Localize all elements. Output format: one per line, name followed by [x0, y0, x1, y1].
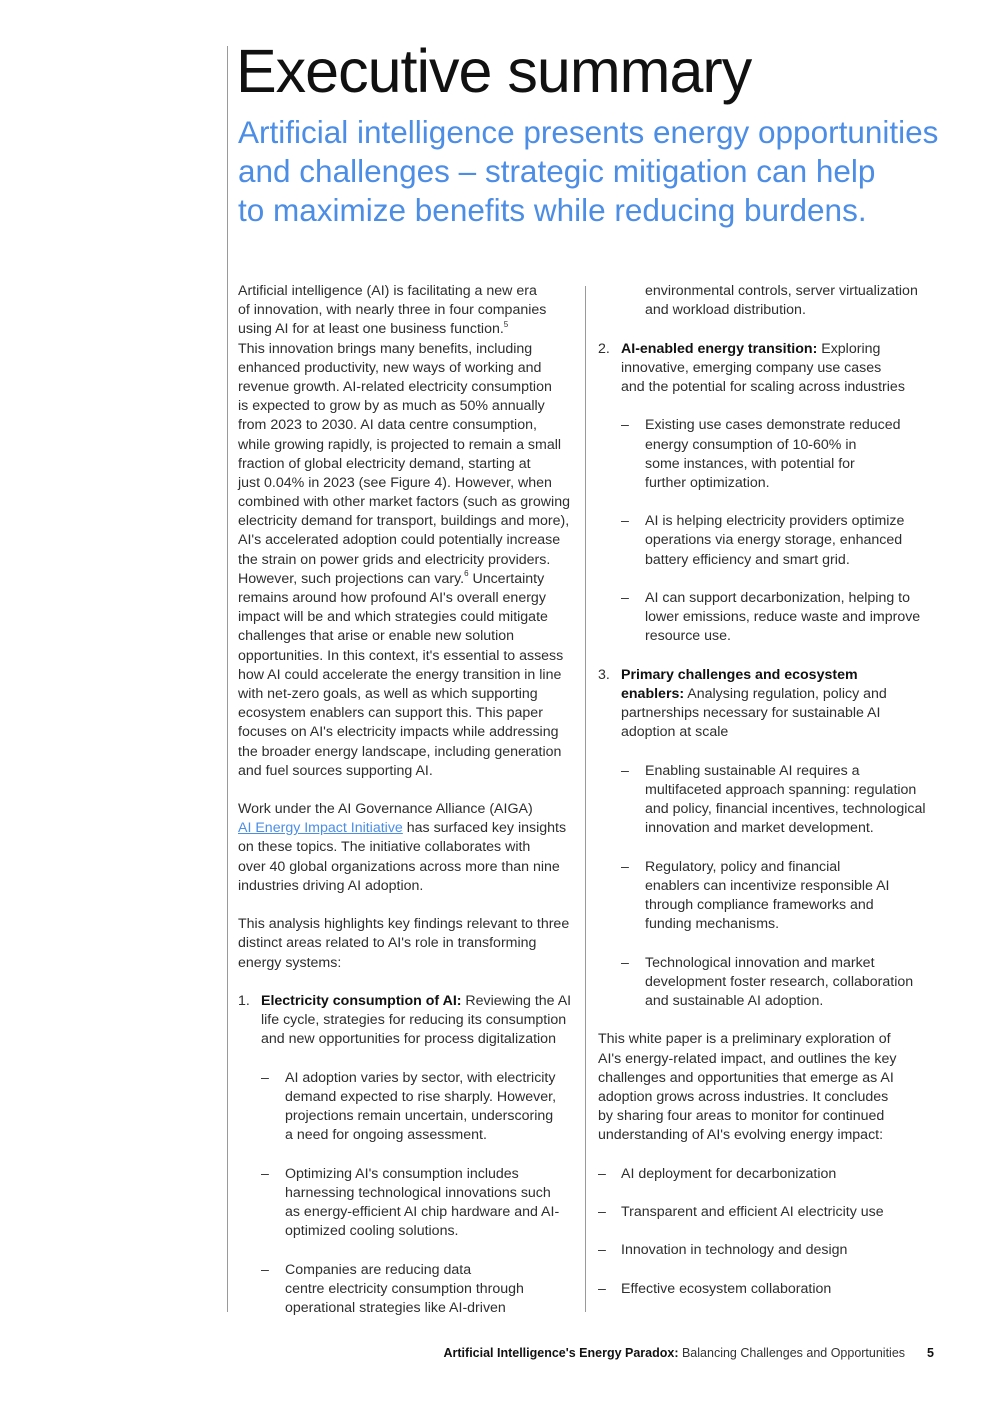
- dash-bullet: –: [261, 1261, 269, 1278]
- bullet-item: [598, 762, 938, 839]
- text-line: – Companies are reducing data: [238, 1261, 578, 1280]
- dash-bullet: –: [621, 762, 629, 779]
- text-line: some instances, with potential for: [645, 455, 855, 472]
- text-line: fraction of global electricity demand, starting at: [238, 455, 531, 472]
- footnote-ref: 5: [503, 319, 509, 329]
- subtitle-line: and challenges – strategic mitigation can help: [238, 153, 876, 189]
- text-line: the broader energy landscape, including generation: [238, 743, 562, 760]
- text-line: development foster research, collaboration: [645, 973, 914, 990]
- text-line: and policy, financial incentives, technological: [645, 801, 926, 818]
- text-line: ecosystem enablers can support this. This paper: [238, 705, 543, 722]
- text-line: while growing rapidly, is projected to remain a small: [238, 436, 562, 453]
- text-line: combined with other market factors (such as growing: [238, 494, 570, 511]
- text-line: opportunities. In this context, it's essential to assess: [238, 647, 564, 664]
- footnote-ref: 6: [464, 569, 469, 579]
- text-line: battery efficiency and smart grid.: [645, 551, 850, 568]
- numbered-item-2: [598, 340, 938, 647]
- monitor-list: [598, 1165, 938, 1299]
- text-line: adoption at scale: [621, 724, 729, 741]
- left-column: [238, 282, 578, 1318]
- item-number: 3.: [598, 666, 610, 683]
- dash-bullet: –: [261, 1165, 269, 1182]
- text-line: just 0.04% in 2023 (see Figure 4). However, when: [238, 474, 552, 491]
- text-line: a need for ongoing assessment.: [285, 1127, 487, 1144]
- text-line: – Regulatory, policy and financial: [598, 858, 938, 877]
- text-line: life cycle, strategies for reducing its consumption: [261, 1012, 567, 1029]
- text-line: enablers: Analysing regulation, policy and: [621, 685, 887, 702]
- footer-subtitle: Balancing Challenges and Opportunities: [678, 1346, 906, 1360]
- text-line: as energy-efficient AI chip hardware and AI-: [285, 1204, 560, 1220]
- text-line: AI Energy Impact Initiative has surfaced key insights: [238, 820, 567, 837]
- text-line: partnerships necessary for sustainable AI: [621, 705, 881, 722]
- text-line: from 2023 to 2030. AI data centre consumption,: [238, 417, 537, 434]
- text-line: demand expected to rise sharply. However,: [285, 1088, 557, 1105]
- text-line: and the potential for scaling across industries: [621, 378, 905, 395]
- dash-bullet: –: [621, 954, 629, 971]
- bullet-item: [598, 416, 938, 493]
- list-item: – Innovation in technology and design: [598, 1241, 938, 1260]
- text-line: resource use.: [645, 628, 731, 645]
- text-line: with net-zero goals, as well as which supporting: [238, 685, 538, 702]
- bullet-item: [598, 858, 938, 935]
- text-line: innovation and market development.: [645, 820, 874, 837]
- text-line: challenges and opportunities that emerge as AI: [598, 1069, 894, 1086]
- text-line: understanding of AI's evolving energy impact:: [598, 1127, 884, 1144]
- list-item: – AI deployment for decarbonization: [598, 1165, 938, 1184]
- text-line: innovative, emerging company use cases: [621, 359, 882, 376]
- bullet-continuation: [598, 282, 938, 320]
- text-line: by sharing four areas to monitor for continued: [598, 1108, 885, 1125]
- text-line: centre electricity consumption through: [285, 1280, 524, 1297]
- text-line: – Technological innovation and market: [598, 954, 938, 973]
- text-line: This innovation brings many benefits, including: [238, 340, 533, 357]
- column-divider: [585, 286, 586, 1312]
- text-line: operations via energy storage, enhanced: [645, 532, 903, 549]
- text-line: distinct areas related to AI's role in transforming: [238, 935, 537, 952]
- dash-bullet: –: [598, 1204, 606, 1220]
- text-line: further optimization.: [645, 474, 770, 491]
- text-line: AI's energy-related impact, and outlines the key: [598, 1050, 897, 1067]
- text-line: – Existing use cases demonstrate reduced: [598, 416, 938, 435]
- text-line: industries driving AI adoption.: [238, 877, 424, 894]
- text-line: Artificial intelligence (AI) is facilitating a new era: [238, 283, 537, 299]
- text-line: focuses on AI's electricity impacts while addressing: [238, 724, 559, 741]
- text-line: of innovation, with nearly three in four companies: [238, 302, 547, 319]
- item-number: 2.: [598, 340, 610, 357]
- text-line: – AI adoption varies by sector, with electricity: [238, 1069, 578, 1088]
- text-line: adoption grows across industries. It concludes: [598, 1088, 889, 1105]
- text-line: enhanced productivity, new ways of working and: [238, 359, 542, 376]
- text-line: revenue growth. AI-related electricity consumption: [238, 378, 552, 395]
- dash-bullet: –: [621, 590, 629, 606]
- left-rule: [227, 46, 228, 1312]
- text-line: remains around how profound AI's overall energy: [238, 590, 546, 606]
- text-line: on these topics. The initiative collaborates with: [238, 839, 531, 856]
- footer-title: Artificial Intelligence's Energy Paradox:: [443, 1346, 679, 1360]
- text-line: Work under the AI Governance Alliance (AIGA): [238, 801, 533, 818]
- text-line: enablers can incentivize responsible AI: [645, 877, 890, 894]
- text-line: challenges that arise or enable new solution: [238, 628, 515, 645]
- text-line: AI's accelerated adoption could potentially increase: [238, 532, 561, 549]
- item-number: 1.: [238, 992, 250, 1009]
- dash-bullet: –: [621, 513, 629, 530]
- text-line: through compliance frameworks and: [645, 897, 874, 913]
- bullet-item: [598, 512, 938, 570]
- text-line: environmental controls, server virtualization: [645, 283, 918, 299]
- bullet-item: [238, 1261, 578, 1319]
- closing-paragraph: [598, 1030, 938, 1145]
- text-line: – AI is helping electricity providers optimize: [598, 512, 938, 531]
- dash-bullet: –: [621, 417, 629, 434]
- text-line: 2. AI-enabled energy transition: Exploring: [598, 340, 938, 359]
- bullet-item: [598, 954, 938, 1012]
- text-line: This analysis highlights key findings relevant to three: [238, 916, 570, 933]
- text-line: and new opportunities for process digitalization: [261, 1031, 556, 1048]
- text-line: funding mechanisms.: [645, 916, 780, 933]
- text-line: and workload distribution.: [645, 302, 806, 319]
- dash-bullet: –: [261, 1069, 269, 1086]
- text-line: multifaceted approach spanning: regulation: [645, 781, 917, 798]
- text-line: and fuel sources supporting AI.: [238, 762, 433, 779]
- text-line: – AI can support decarbonization, helping to: [598, 589, 938, 608]
- text-line: over 40 global organizations across more than nine: [238, 858, 560, 875]
- text-line: 1. Electricity consumption of AI: Reviewing the AI: [238, 992, 578, 1011]
- text-line: 3. Primary challenges and ecosystem: [598, 666, 938, 685]
- text-line: using AI for at least one business function.$^5$: [238, 319, 509, 338]
- subtitle-line: Artificial intelligence presents energy opportunities: [238, 114, 939, 150]
- text-line: is expected to grow by as much as 50% annually: [238, 398, 545, 415]
- bullet-item: [238, 1165, 578, 1242]
- text-line: – Optimizing AI's consumption includes: [238, 1165, 578, 1184]
- bullet-item: [238, 1069, 578, 1146]
- text-line: projections remain uncertain, underscoring: [285, 1108, 554, 1125]
- dash-bullet: –: [598, 1242, 606, 1259]
- text-line: the strain on power grids and electricity providers.: [238, 551, 551, 568]
- list-item: – Transparent and efficient AI electricity use: [598, 1203, 938, 1222]
- dash-bullet: –: [598, 1165, 606, 1182]
- page-number: 5: [927, 1346, 934, 1360]
- page-title: Executive summary: [236, 37, 752, 105]
- text-line: and sustainable AI adoption.: [645, 992, 824, 1009]
- text-line: electricity demand for transport, buildings and more),: [238, 513, 570, 530]
- text-line: – Enabling sustainable AI requires a: [598, 762, 938, 781]
- text-line: optimized cooling solutions.: [285, 1223, 459, 1240]
- aiga-paragraph: [238, 800, 578, 896]
- text-line: However, such projections can vary.$^6$ Uncertainty: [238, 569, 545, 587]
- subtitle: [238, 113, 958, 230]
- list-item: – Effective ecosystem collaboration: [598, 1280, 938, 1299]
- ai-energy-impact-initiative-link[interactable]: AI Energy Impact Initiative: [238, 820, 403, 837]
- subtitle-line: to maximize benefits while reducing burdens.: [238, 192, 867, 228]
- page-footer: [444, 1346, 935, 1360]
- dash-bullet: –: [621, 858, 629, 875]
- numbered-item-1: [238, 992, 578, 1318]
- text-line: lower emissions, reduce waste and improve: [645, 609, 921, 626]
- numbered-item-3: [598, 666, 938, 1011]
- text-line: operational strategies like AI-driven: [285, 1299, 506, 1316]
- text-line: harnessing technological innovations such: [285, 1184, 551, 1201]
- right-column: [598, 282, 938, 1299]
- text-line: how AI could accelerate the energy transition in line: [238, 666, 562, 683]
- text-line: energy consumption of 10-60% in: [645, 436, 857, 453]
- intro-paragraph: [238, 282, 578, 781]
- text-line: impact will be and which strategies could mitigate: [238, 609, 548, 626]
- text-line: energy systems:: [238, 954, 342, 971]
- bullet-item: [598, 589, 938, 647]
- dash-bullet: –: [598, 1280, 606, 1297]
- text-line: This white paper is a preliminary exploration of: [598, 1031, 891, 1048]
- analysis-paragraph: [238, 915, 578, 973]
